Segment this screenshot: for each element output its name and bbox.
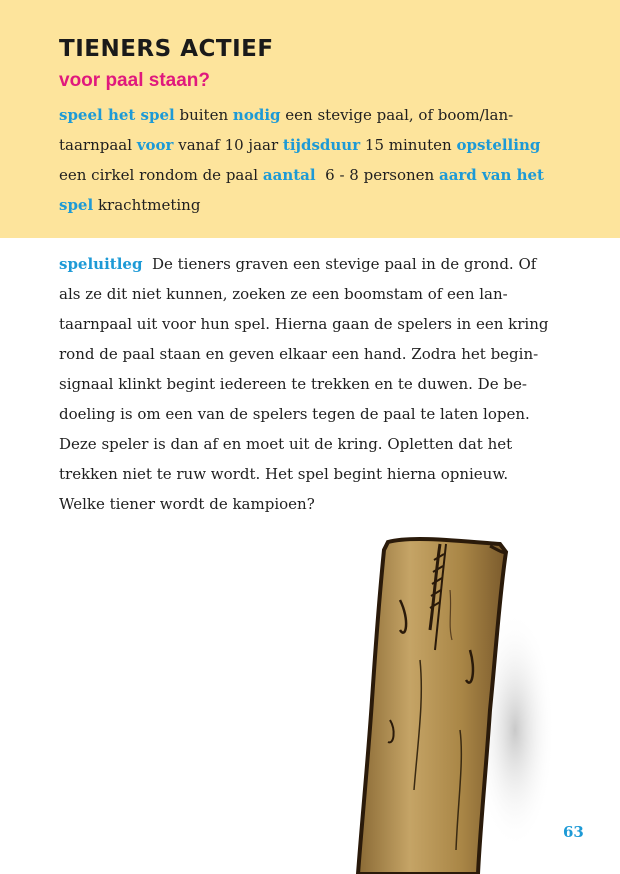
info-value-setup: een cirkel rondom de paal <box>59 166 259 184</box>
game-title: voor paal staan? <box>59 70 210 91</box>
info-label-count: aantal <box>262 166 316 184</box>
info-value-type: krachtmeting <box>97 196 201 214</box>
info-value-for: vanaf 10 jaar <box>178 136 279 154</box>
info-label-type: aard van het <box>438 166 544 184</box>
explanation-line <box>59 249 569 279</box>
explanation-line: Deze speler is dan af en moet uit de kring. Opletten dat het <box>59 435 513 453</box>
info-value-needed: een stevige paal, of boom/lan- <box>285 106 514 124</box>
explanation-line: signaal klinkt begint iedereen te trekken en te duwen. De be- <box>59 375 527 393</box>
explanation-label: speluitleg <box>59 255 143 273</box>
post-body <box>358 539 506 874</box>
info-value-game: buiten <box>179 106 229 124</box>
wooden-post-icon <box>340 530 570 874</box>
explanation-line: als ze dit niet kunnen, zoeken ze een boomstam of een lan- <box>59 285 508 303</box>
info-value-duration: 15 minuten <box>364 136 452 154</box>
info-label-game: speel het spel <box>59 106 175 124</box>
explanation-line: doeling is om een van de spelers tegen de paal te laten lopen. <box>59 405 530 423</box>
explanation-line: rond de paal staan en geven elkaar een hand. Zodra het begin- <box>59 345 539 363</box>
info-label-duration: tijdsduur <box>282 136 361 154</box>
info-label-type-cont: spel <box>59 196 94 214</box>
game-info <box>59 100 559 220</box>
info-value-needed-cont: taarnpaal <box>59 136 133 154</box>
info-value-count: 6 - 8 personen <box>325 166 435 184</box>
series-title: TIENERS ACTIEF <box>59 36 274 62</box>
game-explanation <box>59 249 569 519</box>
info-label-setup: opstelling <box>456 136 541 154</box>
info-label-needed: nodig <box>232 106 281 124</box>
explanation-line: Welke tiener wordt de kampioen? <box>59 495 315 513</box>
explanation-line: trekken niet te ruw wordt. Het spel begint hierna opnieuw. <box>59 465 509 483</box>
info-label-for: voor <box>136 136 174 154</box>
explanation-line: taarnpaal uit voor hun spel. Hierna gaan de spelers in een kring <box>59 315 549 333</box>
page-number: 63 <box>563 823 584 841</box>
explanation-text: De tieners graven een stevige paal in de grond. Of <box>151 255 537 273</box>
